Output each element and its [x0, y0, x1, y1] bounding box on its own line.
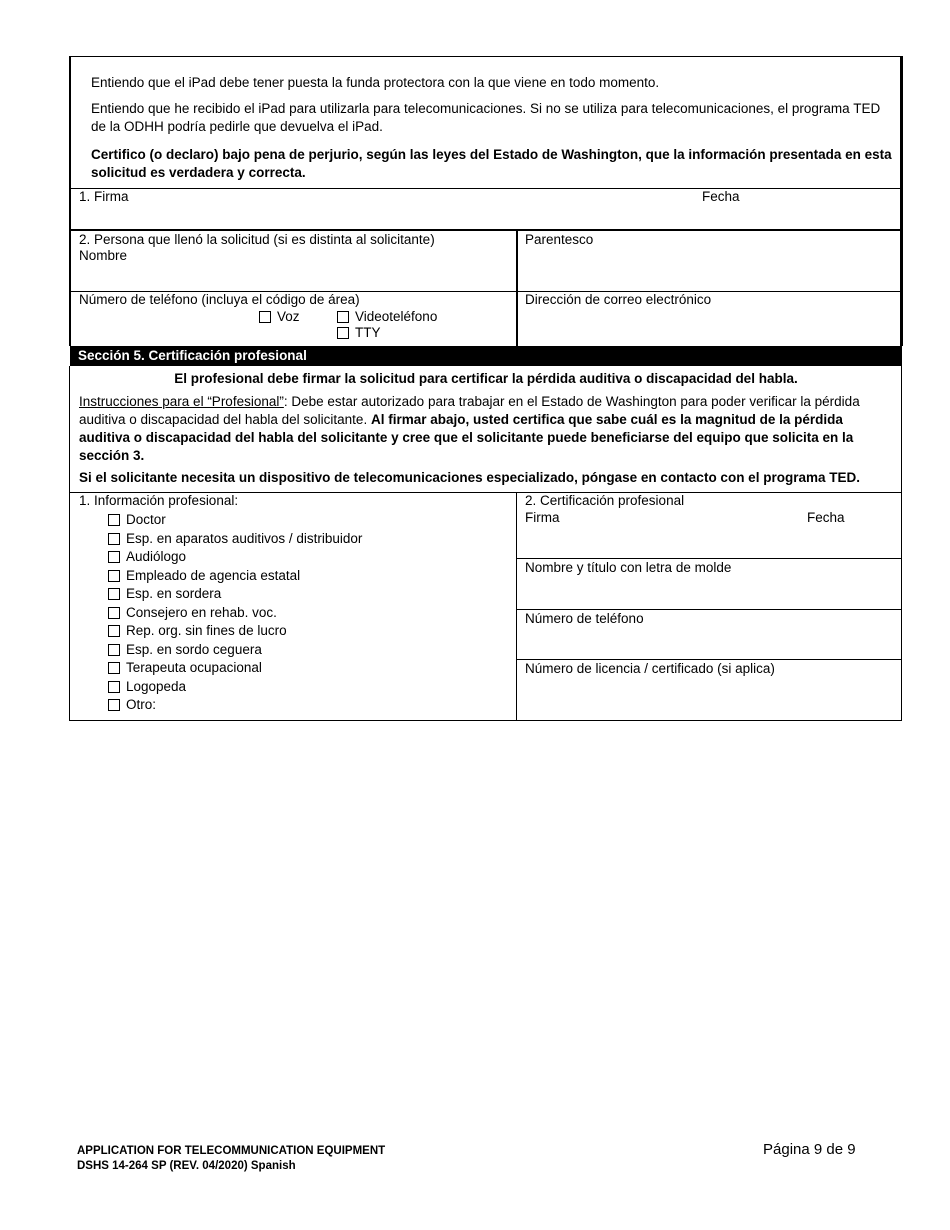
section5-subtitle: El profesional debe firmar la solicitud para certificar la pérdida auditiva o discapacidad del habla.: [174, 371, 798, 386]
option-vocational-rehab-counselor[interactable]: [108, 604, 277, 622]
option-label: Rep. org. sin fines de lucro: [126, 623, 287, 638]
frame-left: [69, 366, 70, 721]
section5-column-divider: [516, 492, 517, 721]
professional-cert-title: 2. Certificación profesional: [525, 493, 685, 508]
option-label: Doctor: [126, 512, 166, 527]
professional-signature-label: Firma: [525, 510, 560, 525]
videophone-checkbox[interactable]: [337, 311, 349, 323]
option-label: Consejero en rehab. voc.: [126, 605, 277, 620]
option-checkbox[interactable]: [108, 662, 120, 674]
acknowledgement-line1: Entiendo que el iPad debe tener puesta la funda protectora con la que viene en todo momento.: [91, 75, 660, 90]
filler-column-divider: [516, 231, 518, 346]
option-checkbox[interactable]: [108, 570, 120, 582]
tty-option[interactable]: [337, 324, 381, 342]
option-other[interactable]: [108, 696, 156, 714]
option-checkbox[interactable]: [108, 514, 120, 526]
tty-checkbox[interactable]: [337, 327, 349, 339]
filler-title: 2. Persona que llenó la solicitud (si es distinta al solicitante): [79, 232, 435, 247]
option-checkbox[interactable]: [108, 644, 120, 656]
option-occupational-therapist[interactable]: [108, 659, 262, 677]
professional-phone-label: Número de teléfono: [525, 611, 644, 626]
footer-title: APPLICATION FOR TELECOMMUNICATION EQUIPMENT: [77, 1145, 386, 1157]
footer-form-number: DSHS 14-264 SP (REV. 04/2020) Spanish: [77, 1160, 296, 1172]
instructions-bold: Al firmar abajo, usted certifica que sabe cuál es la magnitud de la pérdida auditiva o discapacidad del habla del solicitante y cree que el solicitante puede beneficiarse del equipo que solicita en la sección 3.: [79, 412, 854, 463]
email-label: Dirección de correo electrónico: [525, 292, 712, 307]
date-label: Fecha: [702, 189, 740, 204]
section5-instructions: [79, 393, 894, 465]
option-checkbox[interactable]: [108, 588, 120, 600]
option-label: Empleado de agencia estatal: [126, 568, 301, 583]
divider: [70, 188, 902, 189]
print-name-title-label: Nombre y título con letra de molde: [525, 560, 732, 575]
option-checkbox[interactable]: [108, 551, 120, 563]
voice-label: Voz: [277, 309, 300, 324]
tty-label: TTY: [355, 325, 381, 340]
frame-left: [69, 56, 71, 346]
page-number: Página 9 de 9: [763, 1141, 856, 1158]
license-number-label: Número de licencia / certificado (si aplica): [525, 661, 775, 676]
phone-label: Número de teléfono (incluya el código de área): [79, 292, 360, 307]
instructions-text: : Debe estar autorizado para trabajar en el Estado de Washington para poder verificar la pérdida auditiva o discapacidad del habla del solicitante.: [79, 394, 860, 427]
frame-bottom: [69, 720, 902, 721]
option-checkbox[interactable]: [108, 625, 120, 637]
frame-top: [69, 56, 903, 57]
option-deafblind-specialist[interactable]: [108, 641, 262, 659]
option-checkbox[interactable]: [108, 699, 120, 711]
acknowledgement-line2: Entiendo que he recibido el iPad para utilizarla para telecomunicaciones. Si no se utiliza para telecomunicaciones, el programa TED de la ODHH podría pedirle que devuelva el iPad.: [91, 101, 881, 134]
option-speech-therapist[interactable]: [108, 678, 186, 696]
frame-right: [900, 56, 903, 346]
filler-name-label: Nombre: [79, 248, 128, 263]
option-label: Logopeda: [126, 679, 187, 694]
option-label: Esp. en sordera: [126, 586, 222, 601]
videophone-label: Videoteléfono: [355, 309, 438, 324]
professional-date-label: Fecha: [807, 510, 845, 525]
option-label: Esp. en aparatos auditivos / distribuidor: [126, 531, 363, 546]
frame-right: [901, 366, 902, 721]
option-label: Terapeuta ocupacional: [126, 660, 262, 675]
option-nonprofit-rep[interactable]: [108, 622, 287, 640]
option-hearing-aid-specialist[interactable]: [108, 530, 362, 548]
option-label: Esp. en sordo ceguera: [126, 642, 262, 657]
relationship-label: Parentesco: [525, 232, 594, 247]
option-state-agency-employee[interactable]: [108, 567, 300, 585]
signature-field[interactable]: [71, 207, 899, 229]
option-checkbox[interactable]: [108, 607, 120, 619]
contact-ted-note: Si el solicitante necesita un dispositivo de telecomunicaciones especializado, póngase en contacto con el programa TED.: [79, 470, 860, 485]
option-checkbox[interactable]: [108, 681, 120, 693]
signature-label: 1. Firma: [79, 189, 129, 204]
option-deafness-specialist[interactable]: [108, 585, 221, 603]
option-label: Audiólogo: [126, 549, 187, 564]
option-checkbox[interactable]: [108, 533, 120, 545]
professional-info-title: 1. Información profesional:: [79, 493, 239, 508]
option-doctor[interactable]: [108, 511, 166, 529]
instructions-label: Instrucciones para el “Profesional”: [79, 394, 284, 409]
voice-checkbox[interactable]: [259, 311, 271, 323]
section5-header: Sección 5. Certificación profesional: [70, 346, 902, 366]
option-label: Otro:: [126, 697, 157, 712]
option-audiologist[interactable]: [108, 548, 186, 566]
perjury-certification: Certifico (o declaro) bajo pena de perjurio, según las leyes del Estado de Washington, que la información presentada en esta solicitud es verdadera y correcta.: [91, 147, 892, 180]
voice-option[interactable]: [259, 308, 300, 326]
